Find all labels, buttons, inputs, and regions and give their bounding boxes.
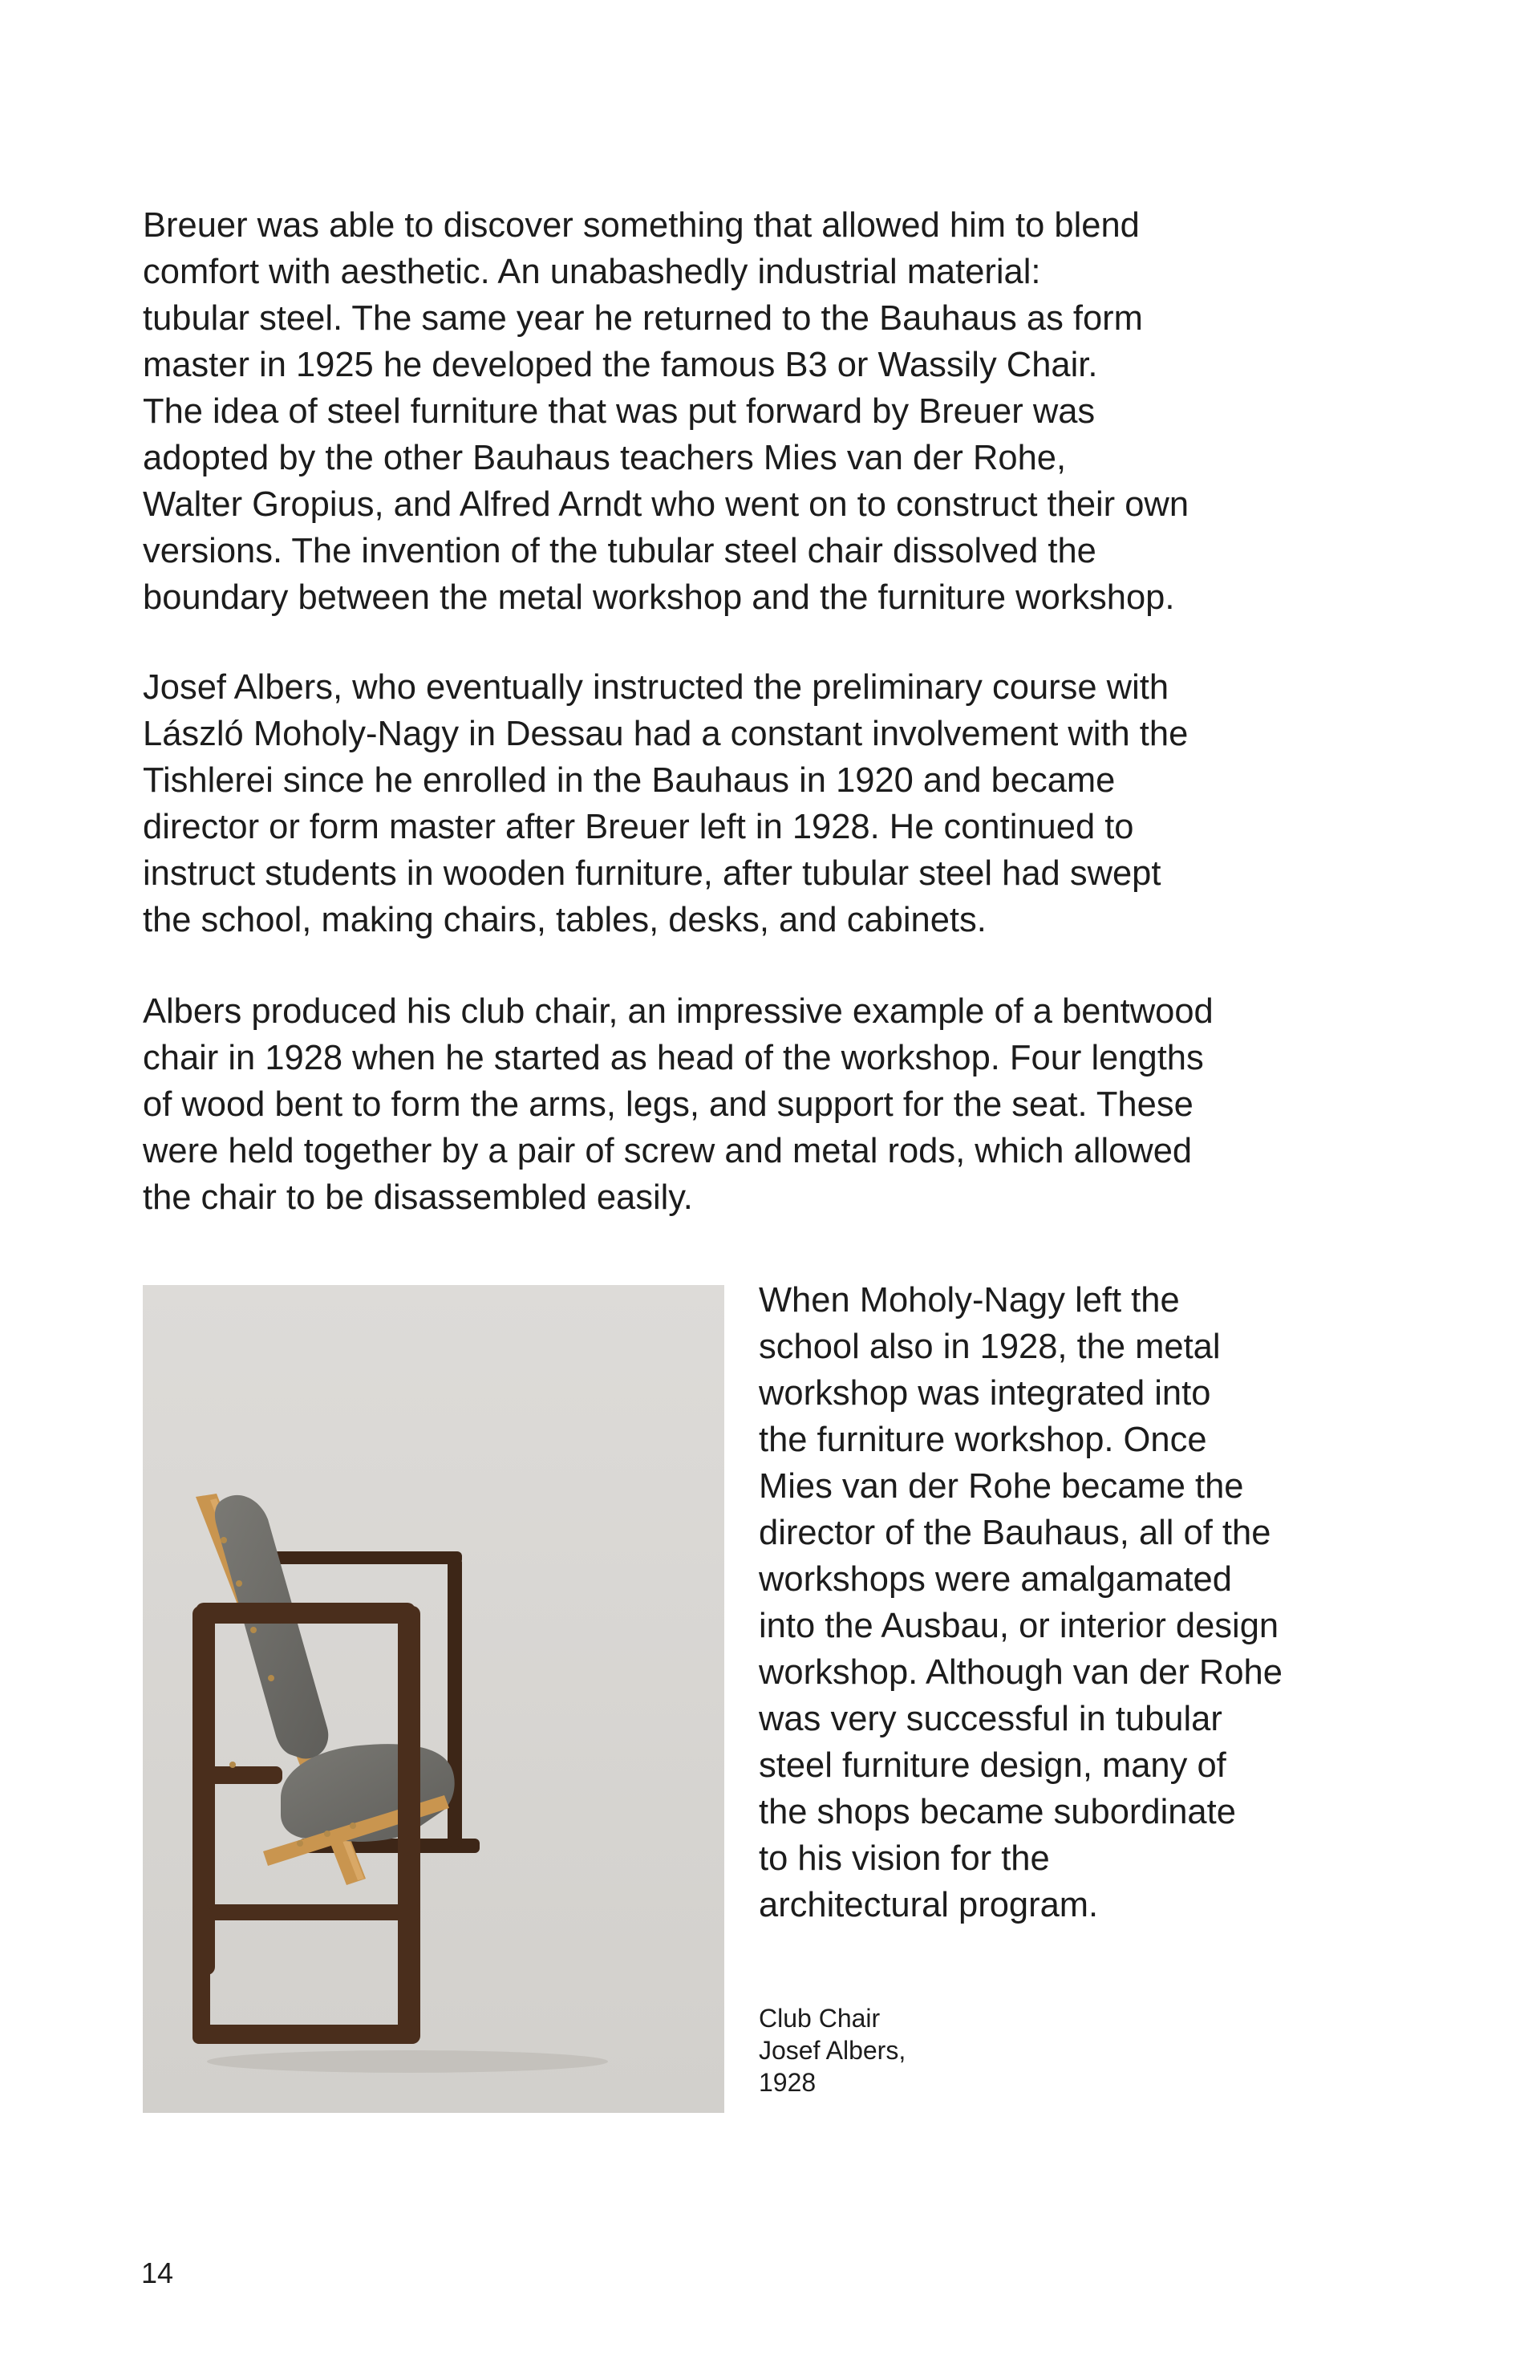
text-line: workshop was integrated into bbox=[759, 1374, 1211, 1413]
text-line: László Moholy-Nagy in Dessau had a constant involvement with the bbox=[143, 715, 1189, 753]
text-line: adopted by the other Bauhaus teachers Mies van der Rohe, bbox=[143, 439, 1067, 477]
text-line: tubular steel. The same year he returned to the Bauhaus as form bbox=[143, 299, 1143, 338]
caption-author: Josef Albers, bbox=[759, 2036, 906, 2065]
text-line: workshop. Although van der Rohe bbox=[759, 1653, 1283, 1692]
text-line: Breuer was able to discover something that allowed him to blend bbox=[143, 206, 1140, 245]
side-paragraph bbox=[759, 1277, 1283, 1928]
text-line: director or form master after Breuer left in 1928. He continued to bbox=[143, 808, 1134, 846]
club-chair-illustration bbox=[143, 1285, 724, 2113]
text-line: was very successful in tubular bbox=[759, 1700, 1222, 1738]
text-line: director of the Bauhaus, all of the bbox=[759, 1514, 1271, 1552]
text-line: comfort with aesthetic. An unabashedly industrial material: bbox=[143, 253, 1041, 291]
caption-title: Club Chair bbox=[759, 2004, 881, 2033]
text-line: of wood bent to form the arms, legs, and support for the seat. These bbox=[143, 1085, 1194, 1124]
text-line: the shops became subordinate bbox=[759, 1793, 1236, 1831]
text-line: the furniture workshop. Once bbox=[759, 1421, 1207, 1459]
text-line: the chair to be disassembled easily. bbox=[143, 1178, 693, 1217]
text-line: Josef Albers, who eventually instructed the preliminary course with bbox=[143, 668, 1169, 707]
photo-caption bbox=[759, 2002, 906, 2098]
text-line: steel furniture design, many of bbox=[759, 1746, 1226, 1785]
text-line: school also in 1928, the metal bbox=[759, 1328, 1221, 1366]
body-paragraph-2 bbox=[143, 664, 1188, 943]
text-line: architectural program. bbox=[759, 1886, 1099, 1924]
text-line: to his vision for the bbox=[759, 1839, 1050, 1878]
text-line: When Moholy-Nagy left the bbox=[759, 1281, 1180, 1320]
photo-background bbox=[143, 1285, 724, 2113]
floor-shadow bbox=[207, 2050, 608, 2073]
body-paragraph-3 bbox=[143, 988, 1214, 1221]
text-line: Walter Gropius, and Alfred Arndt who went on to construct their own bbox=[143, 485, 1189, 524]
text-line: chair in 1928 when he started as head of the workshop. Four lengths bbox=[143, 1039, 1204, 1077]
page-number: 14 bbox=[141, 2256, 174, 2289]
club-chair-photo bbox=[143, 1285, 724, 2113]
text-line: the school, making chairs, tables, desks, and cabinets. bbox=[143, 901, 987, 939]
text-line: Tishlerei since he enrolled in the Bauhaus in 1920 and became bbox=[143, 761, 1116, 800]
body-paragraph-1 bbox=[143, 202, 1189, 621]
text-line: The idea of steel furniture that was put forward by Breuer was bbox=[143, 392, 1096, 431]
caption-year: 1928 bbox=[759, 2068, 817, 2097]
text-line: workshops were amalgamated bbox=[759, 1560, 1232, 1599]
text-line: master in 1925 he developed the famous B3 or Wassily Chair. bbox=[143, 346, 1098, 384]
text-line: boundary between the metal workshop and the furniture workshop. bbox=[143, 578, 1175, 617]
text-line: Albers produced his club chair, an impressive example of a bentwood bbox=[143, 992, 1214, 1031]
text-line: instruct students in wooden furniture, after tubular steel had swept bbox=[143, 854, 1161, 893]
text-line: versions. The invention of the tubular steel chair dissolved the bbox=[143, 532, 1096, 570]
text-line: into the Ausbau, or interior design bbox=[759, 1607, 1279, 1645]
text-line: were held together by a pair of screw and metal rods, which allowed bbox=[143, 1132, 1193, 1170]
text-line: Mies van der Rohe became the bbox=[759, 1467, 1244, 1506]
